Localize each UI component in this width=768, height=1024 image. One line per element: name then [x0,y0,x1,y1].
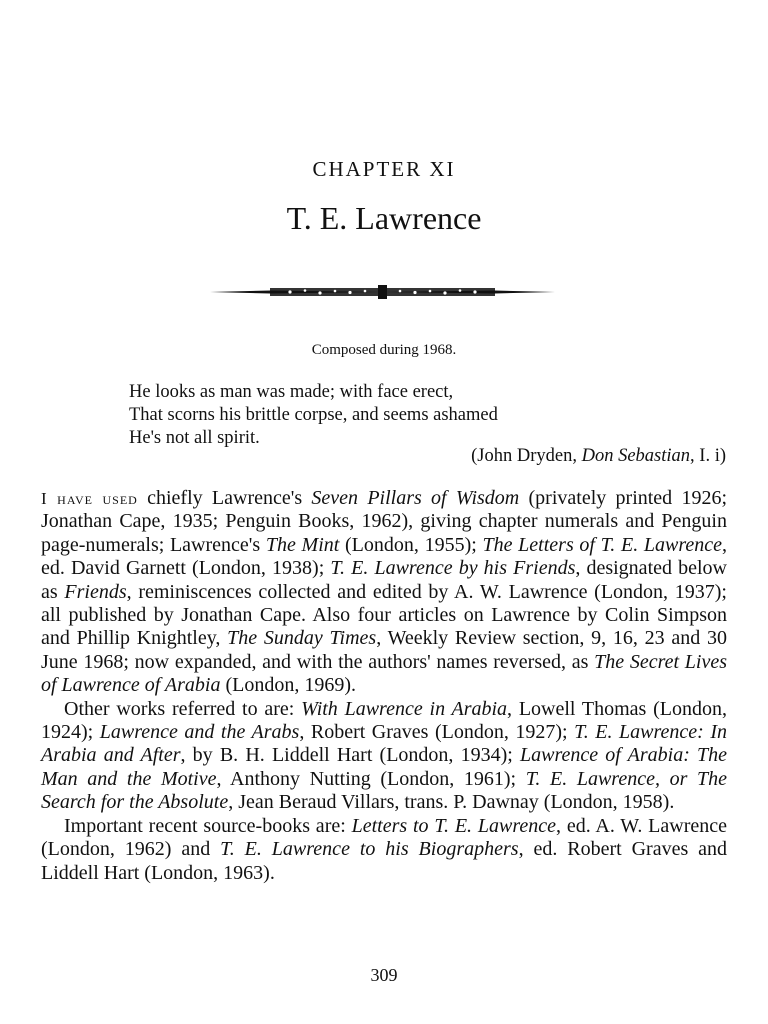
text-run: , reminiscences collected and edited by A. W. Lawrence (London, 1937); all published by Jonathan Cape. Also four articles on Lawrence by Colin Simpson and Phillip Knightley, [41,580,727,650]
paragraph-other-works [41,698,727,815]
epigraph-line: He's not all spirit. [129,428,260,448]
text-run: The Secret Lives of Lawrence of Arabia [41,650,727,697]
text-run: , Lowell Thomas (London, 1924); [41,697,727,744]
attribution-work-title: Don Sebastian [581,446,691,466]
attribution-text: (John Dryden, [471,446,582,466]
text-run: The Mint [265,533,340,556]
text-run: (London, 1955); [339,533,483,556]
paragraph-sources [41,487,727,698]
text-run: Letters to T. E. Lawrence [351,814,556,837]
text-run: , by B. H. Liddell Hart (London, 1934); [180,744,520,767]
text-run: (privately printed 1926; Jonathan Cape, 1935; Penguin Books, 1962), giving chapter numerals and Penguin page-numerals; Lawrence's [41,487,728,556]
text-run: Other works referred to are: [64,697,302,720]
text-run: The Letters of T. E. Lawrence [482,533,723,556]
text-run: Seven Pillars of Wisdom [311,487,520,509]
text-run: (London, 1969). [220,674,356,697]
text-run: T. E. Lawrence, or The Search for the Absolute [41,767,728,814]
attribution-text: , I. i) [690,446,726,466]
text-run: , Jean Beraud Villars, trans. P. Dawnay (London, 1958). [228,791,675,814]
chapter-title: T. E. Lawrence [286,200,482,236]
text-run: With Lawrence in Arabia [301,697,508,720]
decorative-rule-icon [210,280,555,304]
text-run: Lawrence of Arabia: The Man and the Motive [41,744,728,790]
text-run: Important recent source-books are: [64,814,352,837]
body-text [41,487,727,885]
page-number: 309 [370,965,398,985]
text-run: Friends [64,580,127,603]
epigraph-line: He looks as man was made; with face erect, [129,382,454,402]
text-run: T. E. Lawrence by his Friends [330,557,576,580]
chapter-label: CHAPTER XI [312,157,456,181]
text-run: T. E. Lawrence to his Biographers [220,838,519,861]
composition-note: Composed during 1968. [311,342,457,358]
text-run: T. E. Lawrence: In Arabia and After [41,721,728,767]
text-run: , Robert Graves (London, 1927); [299,721,575,744]
text-run: Lawrence and the Arabs [99,721,300,744]
lead-in: I have used [41,489,138,508]
paragraph-source-books [41,815,727,885]
text-run: chiefly Lawrence's [137,487,312,509]
text-run: , ed. A. W. Lawrence (London, 1962) and [41,814,728,861]
epigraph-attribution [0,446,726,467]
text-run: , designated below as [41,557,727,603]
text-run: , ed. Robert Graves and Liddell Hart (London, 1963). [41,838,728,884]
text-run: , Anthony Nutting (London, 1961); [216,767,526,790]
epigraph [129,381,729,450]
text-run: , ed. David Garnett (London, 1938); [41,533,728,580]
epigraph-line: That scorns his brittle corpse, and seems ashamed [129,405,498,425]
text-run: The Sunday Times [227,627,377,650]
text-run: , Weekly Review section, 9, 16, 23 and 30 June 1968; now expanded, and with the authors' names reversed, as [41,627,727,673]
